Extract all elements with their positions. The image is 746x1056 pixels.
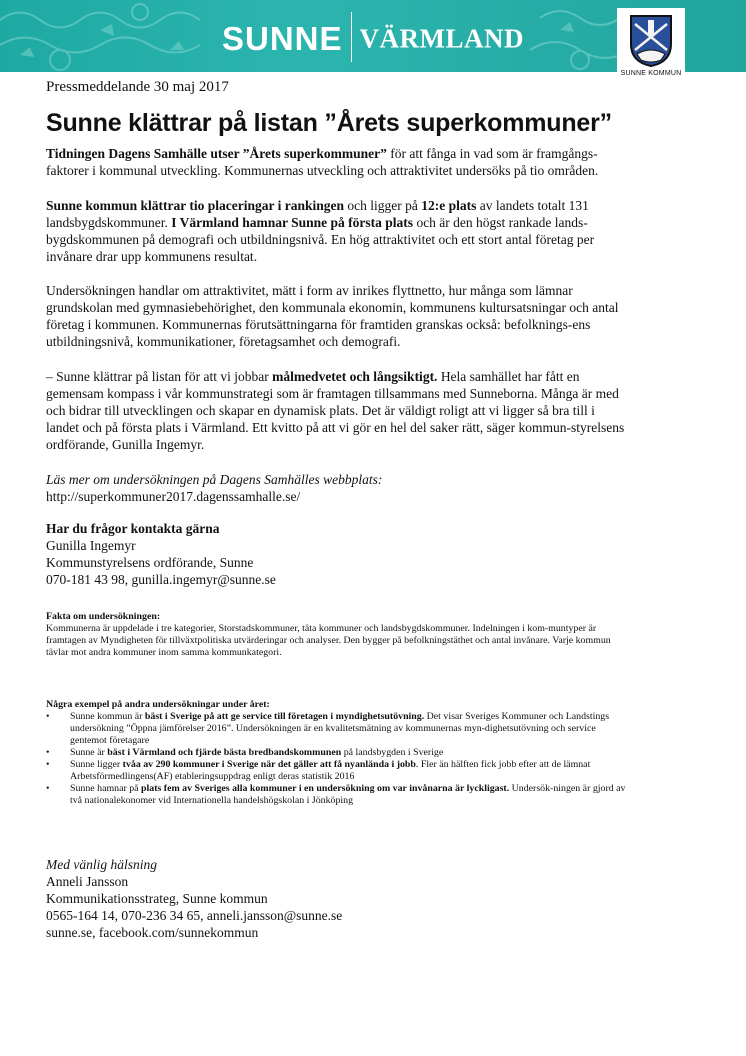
examples-heading: Några exempel på andra undersökningar under året:	[46, 699, 270, 711]
facts-heading: Fakta om undersökningen:	[46, 611, 161, 623]
brand-divider	[351, 12, 352, 62]
signature-contact[interactable]: 0565-164 14, 070-236 34 65, anneli.jansson@sunne.se	[46, 907, 343, 923]
press-release	[46, 76, 626, 942]
sunne-kommun-logo	[617, 8, 685, 94]
brand-sunne: SUNNE	[221, 20, 343, 57]
paragraph-quote: – Sunne klättrar på listan för att vi jobbar målmedvetet och långsiktigt. Hela samhället har fått en gemensam kompass i vår kommunstrategi som är framtagen tillsammans med Sunneborna. Många är med och bidrar till utvecklingen och skapar en dynamisk plats. Det är väldigt roligt att vi ligger så bra till i landet och på första plats i Värmland. Ett kvitto på att vi gör en hel del saker rätt, säger kommun-styrelsens ordförande, Gunilla Ingemyr.	[46, 369, 625, 452]
contact-role: Kommunstyrelsens ordförande, Sunne	[46, 555, 254, 571]
contact-name: Gunilla Ingemyr	[46, 538, 136, 554]
signature-greeting: Med vänlig hälsning	[46, 857, 157, 873]
list-item: • Sunne hamnar på plats fem av Sveriges alla kommuner i en undersökning om var invånarna är lyckligast. Undersök-ningen är gjord av två nationalekonomer vid Internationella handelshögskolan i Jönköping	[46, 783, 626, 807]
logo-caption: SUNNE KOMMUN	[620, 70, 682, 77]
signature-name: Anneli Jansson	[46, 873, 129, 889]
examples-list	[46, 711, 626, 807]
list-item: • Sunne är bäst i Värmland och fjärde bästa bredbandskommunen på landsbygden i Sverige	[46, 747, 444, 759]
contact-heading: Har du frågor kontakta gärna	[46, 521, 220, 537]
list-item: • Sunne kommun är bäst i Sverige på att ge service till företagen i myndighetsutövning. Det visar Sveriges Kommuner och Landstings undersökning ”Öppna jämförelser 2016”. Undersökningen är en kvalitetsmätning av kommunernas myn-dighetsutövning och service gentemot företagare	[46, 711, 610, 747]
examples-block	[46, 699, 626, 807]
list-item: • Sunne ligger tvåa av 290 kommuner i Sverige när det gäller att få nyanlända i jobb. Fler än hälften fick jobb efter att de lämnat Arbetsförmedlingens(AF) etableringsuppdrag enligt deras statistik 2016	[46, 759, 591, 783]
read-more-link[interactable]: http://superkommuner2017.dagenssamhalle.se/	[46, 488, 301, 504]
contact-phone-email[interactable]: 070-181 43 98, gunilla.ingemyr@sunne.se	[46, 572, 276, 588]
facts-text: Kommunerna är uppdelade i tre kategorier, Storstadskommuner, täta kommuner och landsbygdskommuner. Indelningen i kom-muntyper är framtagen av Myndigheten för tillväxtpolitiska utvärderingar och analyser. Den bygger på befolkningstäthet och antal invånare. Varje kommun tävlar mot andra kommuner inom samma kommunkategori.	[46, 623, 611, 659]
read-more	[46, 472, 626, 506]
paragraph-criteria: Undersökningen handlar om attraktivitet, mätt i form av inrikes flyttnetto, hur många som lämnar grundskolan med gymnasiebehörighet, den kommunala ekonomin, kommunens kultursatsningar och antal företag i kommunen. Kommunernas förutsättningarna för framtiden granskas också: befolknings-ens utbildningsnivå, kommunikationer, företagsamhet och demografi.	[46, 283, 619, 350]
read-more-label: Läs mer om undersökningen på Dagens Samhälles webbplats:	[46, 471, 383, 487]
facts-block	[46, 611, 626, 659]
signature-role: Kommunikationsstrateg, Sunne kommun	[46, 890, 268, 906]
signature-web[interactable]: sunne.se, facebook.com/sunnekommun	[46, 924, 259, 940]
contact-block	[46, 521, 626, 589]
paragraph-intro: Tidningen Dagens Samhälle utser ”Årets superkommuner” för att fånga in vad som är framgångs-faktorer i kommunal utveckling. Kommunernas utveckling och attraktivitet undersöks på tio områden.	[46, 146, 599, 178]
page-title: Sunne klättrar på listan ”Årets superkommuner”	[46, 109, 612, 137]
release-date: Pressmeddelande 30 maj 2017	[46, 79, 229, 95]
brand-varmland: VÄRMLAND	[359, 23, 524, 54]
coat-of-arms-icon	[629, 14, 673, 68]
signature-block	[46, 857, 626, 942]
paragraph-ranking: Sunne kommun klättrar tio placeringar i rankingen och ligger på 12:e plats av landets totalt 131 landsbygdskommuner. I Värmland hamnar Sunne på första plats och är den högst rankade lands-bygdskommunen på demografi och utbildningsnivå. En hög attraktivitet och ett stort antal företag per invånare drar upp kommunens resultat.	[46, 197, 595, 264]
